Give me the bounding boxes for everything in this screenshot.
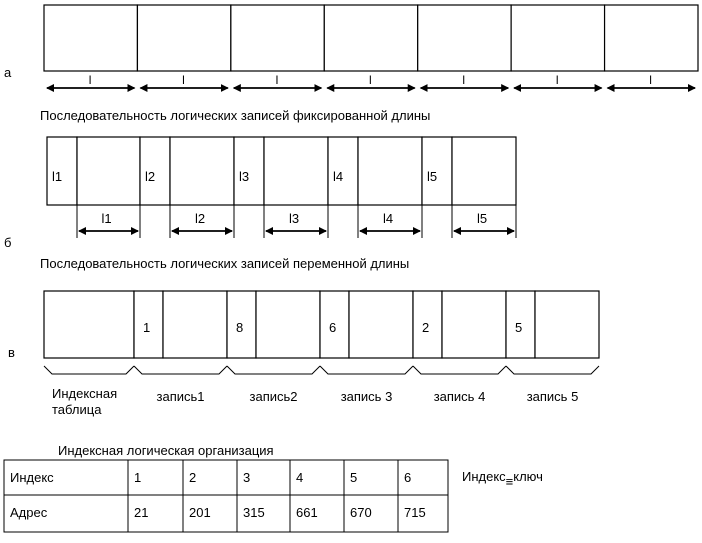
table-cell-text: 1 <box>134 470 142 485</box>
record-key-label: 2 <box>422 320 430 335</box>
indexed-records-brackets <box>44 366 599 374</box>
table-cell-text: Адрес <box>10 505 48 520</box>
index-table-label-line1: Индексная <box>52 386 118 401</box>
section-b-caption: Последовательность логических записей переменной длины <box>40 256 410 271</box>
variable-record-body <box>452 137 516 205</box>
fixed-record-box <box>137 5 230 71</box>
variable-records-row <box>47 137 516 205</box>
record-span-bracket <box>413 366 506 374</box>
table-cell-text: 715 <box>404 505 426 520</box>
indexed-record-body <box>442 291 506 358</box>
section-a-letter: а <box>4 65 12 80</box>
fixed-record-box <box>231 5 324 71</box>
fixed-record-arrow-label: l <box>88 73 92 87</box>
section-v-caption: Индексная логическая организация <box>58 443 274 458</box>
table-cell-text: 3 <box>243 470 251 485</box>
record-span-bracket <box>134 366 227 374</box>
record-span-bracket <box>227 366 320 374</box>
fixed-record-arrow-label: l <box>649 73 652 87</box>
fixed-record-box <box>418 5 511 71</box>
section-a-caption: Последовательность логических записей фиксированной длины <box>40 108 431 123</box>
table-cell-text: 201 <box>189 505 211 520</box>
length-field-label: l2 <box>145 169 156 184</box>
record-key-label: 6 <box>329 320 337 335</box>
table-cell-text: 670 <box>350 505 372 520</box>
index-table-box <box>44 291 134 358</box>
fixed-record-arrow-label: l <box>462 73 466 87</box>
variable-record-arrow-label: l5 <box>477 211 488 226</box>
table-cell-text: 21 <box>134 505 149 520</box>
table-cell-text: Индекс <box>10 470 54 485</box>
indexed-record-label: запись2 <box>249 389 298 404</box>
indexed-record-body <box>256 291 320 358</box>
fixed-record-box <box>605 5 698 71</box>
indexed-record-label: запись1 <box>156 389 205 404</box>
fixed-records-row <box>44 5 698 71</box>
table-cell-text: 6 <box>404 470 412 485</box>
record-key-label: 1 <box>143 320 151 335</box>
indexed-record-label: запись 4 <box>433 389 486 404</box>
length-field-label: l3 <box>239 169 250 184</box>
variable-record-body <box>77 137 140 205</box>
indexed-record-body <box>163 291 227 358</box>
note-left: Индекс <box>462 469 506 484</box>
variable-record-arrow-label: l1 <box>101 211 112 226</box>
indexed-record-body <box>535 291 599 358</box>
note-right: ключ <box>513 469 543 484</box>
indexed-record-labels <box>157 389 579 404</box>
table-cell-text: 661 <box>296 505 318 520</box>
section-b-letter: б <box>4 235 12 250</box>
record-key-label: 5 <box>515 320 523 335</box>
fixed-record-box <box>44 5 137 71</box>
fixed-record-arrow-label: l <box>275 73 279 87</box>
length-field-label: l5 <box>427 169 438 184</box>
variable-record-arrow-label: l3 <box>289 211 300 226</box>
record-span-bracket <box>44 366 134 374</box>
variable-record-arrow-label: l4 <box>383 211 394 226</box>
fixed-record-arrow-label: l <box>369 73 372 87</box>
length-field-label: l4 <box>333 169 344 184</box>
table-cell-text: 2 <box>189 470 197 485</box>
record-span-bracket <box>320 366 413 374</box>
fixed-records-arrows <box>47 73 695 88</box>
variable-records-arrows <box>77 205 516 238</box>
table-cell-text: 315 <box>243 505 265 520</box>
fixed-record-box <box>324 5 417 71</box>
indexed-records-row <box>44 291 599 358</box>
length-field-label: l1 <box>52 169 63 184</box>
table-cell-text: 5 <box>350 470 358 485</box>
fixed-record-box <box>511 5 604 71</box>
note-equiv-symbol: ≡ <box>505 474 514 489</box>
variable-record-arrow-label: l2 <box>195 211 206 226</box>
variable-record-body <box>358 137 422 205</box>
record-key-label: 8 <box>236 320 244 335</box>
indexed-record-label: запись 3 <box>340 389 393 404</box>
section-v-letter: в <box>8 345 15 360</box>
indexed-record-label: запись 5 <box>526 389 579 404</box>
fixed-record-arrow-label: l <box>182 73 185 87</box>
table-cell-text: 4 <box>296 470 304 485</box>
variable-record-body <box>264 137 328 205</box>
record-span-bracket <box>506 366 599 374</box>
variable-record-body <box>170 137 234 205</box>
fixed-record-arrow-label: l <box>555 73 559 87</box>
index-key-note <box>462 469 543 489</box>
indexed-record-body <box>349 291 413 358</box>
index-address-table <box>4 460 448 532</box>
index-table-label-line2: таблица <box>52 402 102 417</box>
